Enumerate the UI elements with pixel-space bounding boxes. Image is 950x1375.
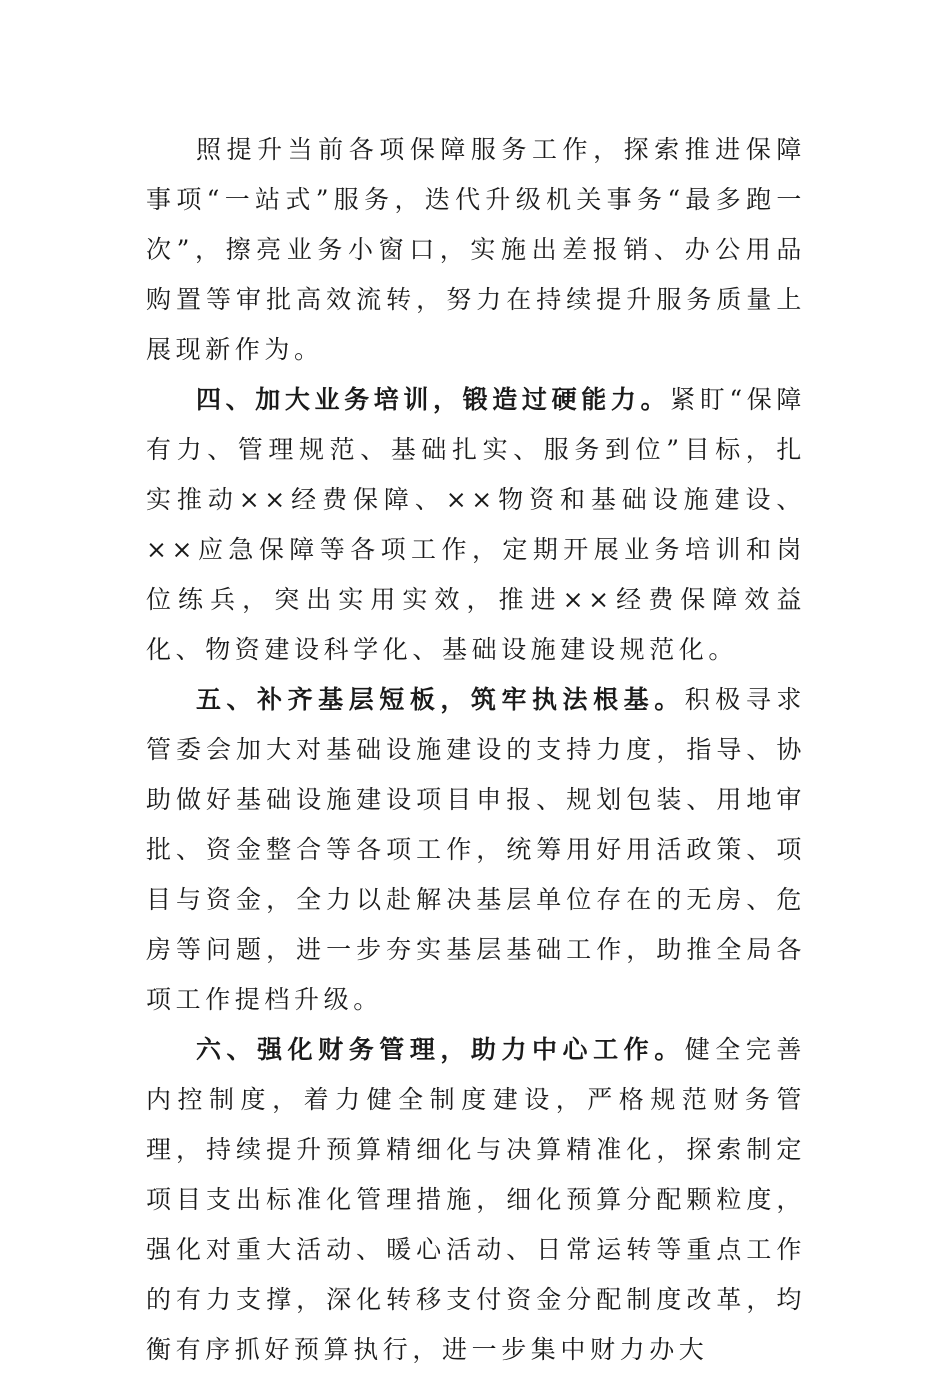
paragraph-4-text: 健全完善内控制度，着力健全制度建设，严格规范财务管理，持续提升预算精细化与决算精准化，探索制定项目支出标准化管理措施，细化预算分配颗粒度，强化对重大活动、暖心活动、日常运转等重点工作的有力支撑，深化转移支付资金分配制度改革，均衡有序抓好预算执行，进一步集中财力办大 — [146, 1035, 806, 1364]
paragraph-4 — [146, 1025, 806, 1375]
paragraph-1-text: 照提升当前各项保障服务工作，探索推进保障事项“一站式”服务，迭代升级机关事务“最多跑一次”，擦亮业务小窗口，实施出差报销、办公用品购置等审批高效流转，努力在持续提升服务质量上展现新作为。 — [146, 135, 806, 364]
paragraph-2-text: 紧盯“保障有力、管理规范、基础扎实、服务到位”目标，扎实推动××经费保障、××物资和基础设施建设、××应急保障等各项工作，定期开展业务培训和岗位练兵，突出实用实效，推进××经费保障效益化、物资建设科学化、基础设施建设规范化。 — [146, 385, 806, 664]
paragraph-2 — [146, 375, 806, 675]
paragraph-1 — [146, 125, 806, 375]
paragraph-4-heading: 六、强化财务管理，助力中心工作。 — [196, 1035, 685, 1064]
paragraph-3 — [146, 675, 806, 1025]
paragraph-3-text: 积极寻求管委会加大对基础设施建设的支持力度，指导、协助做好基础设施建设项目申报、规划包装、用地审批、资金整合等各项工作，统筹用好用活政策、项目与资金，全力以赴解决基层单位存在的无房、危房等问题，进一步夯实基层基础工作，助推全局各项工作提档升级。 — [146, 685, 806, 1014]
paragraph-3-heading: 五、补齐基层短板，筑牢执法根基。 — [196, 685, 685, 714]
paragraph-2-heading: 四、加大业务培训，锻造过硬能力。 — [196, 385, 671, 414]
body-text — [146, 125, 806, 1375]
